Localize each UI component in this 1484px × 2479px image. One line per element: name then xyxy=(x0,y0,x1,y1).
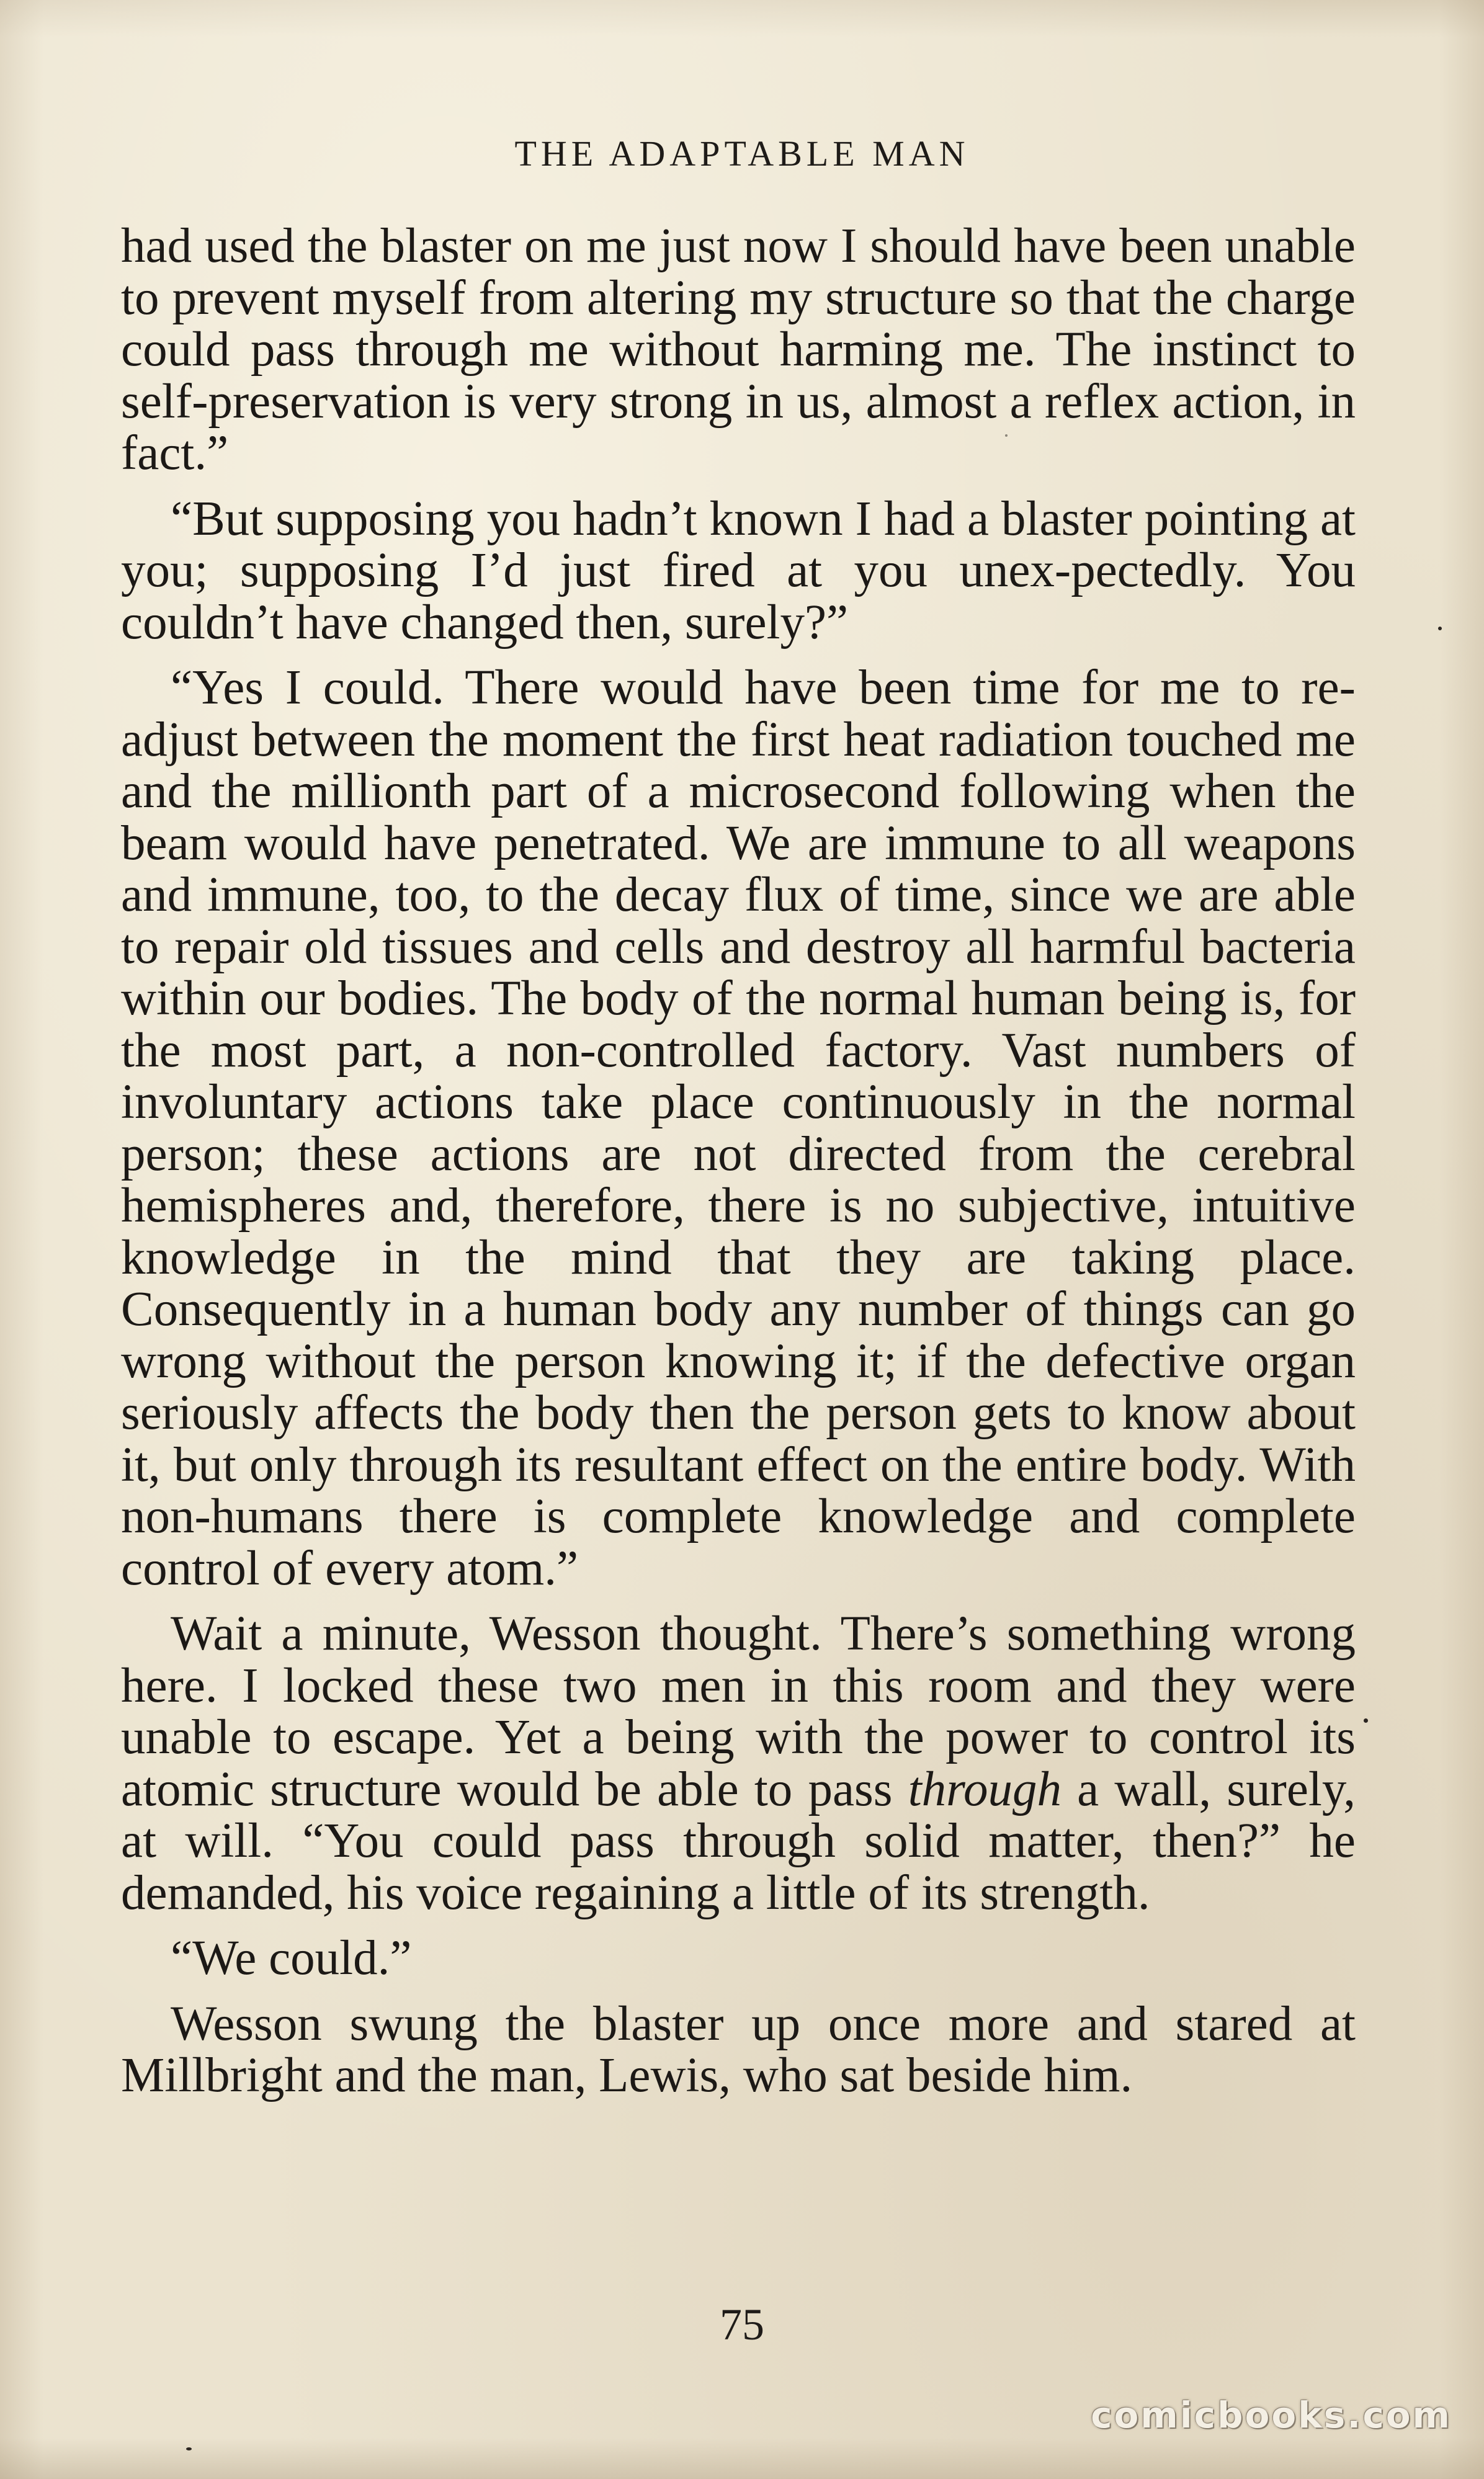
paragraph-4 xyxy=(121,1608,1356,1919)
paragraph-4-italic: through xyxy=(908,1762,1062,1816)
paragraph-2: “But supposing you hadn’t known I had a blaster pointing at you; supposing I’d just fired at you unex-pectedly. You couldn’t have changed then, surely?” xyxy=(121,491,1356,650)
paper-speck xyxy=(186,2447,192,2450)
paper-speck xyxy=(1364,1718,1368,1723)
paragraph-6: Wesson swung the blaster up once more and stared at Millbright and the man, Lewis, who sat beside him. xyxy=(121,1996,1356,2102)
paragraph-5: “We could.” xyxy=(171,1931,412,1985)
body-text xyxy=(121,220,1356,2115)
paper-speck xyxy=(1438,627,1442,630)
page-number: 75 xyxy=(720,2300,764,2349)
watermark: comicbooks.com xyxy=(1091,2394,1452,2436)
paragraph-1: had used the blaster on me just now I should have been unable to prevent myself from altering my structure so that the charge could pass through me without harming me. The instinct to self-preservation is very strong in us, almost a reflex action, in fact.” xyxy=(121,219,1356,480)
running-head: THE ADAPTABLE MAN xyxy=(514,133,970,174)
paper-speck xyxy=(1005,434,1008,437)
paragraph-4-text-before: Wait a minute, Wesson thought. There’s something wrong here. I locked these two men in this room and they were unable to escape. Yet a being with the power to control its atomic structure would be able to pass xyxy=(121,1607,1356,1816)
paragraph-3: “Yes I could. There would have been time for me to re-adjust between the moment the first heat radiation touched me and the millionth part of a microsecond following when the beam would have penetrated. We are immune to all weapons and immune, too, to the decay flux of time, since we are able to repair old tissues and cells and destroy all harmful bacteria within our bodies. The body of the normal human being is, for the most part, a non-controlled factory. Vast numbers of involuntary actions take place continuously in the normal person; these actions are not directed from the cerebral hemispheres and, therefore, there is no subjective, intuitive knowledge in the mind that they are taking place. Consequently in a human body any number of things can go wrong without the person knowing it; if the defective organ seriously affects the body then the person gets to know about it, but only through its resultant effect on the entire body. With non-humans there is complete knowledge and complete control of every atom.” xyxy=(121,661,1356,1596)
paragraph-4-text-after: a wall, surely, at will. “You could pass through solid matter, then?” he demanded, his voice regaining a little of its strength. xyxy=(121,1762,1356,1920)
